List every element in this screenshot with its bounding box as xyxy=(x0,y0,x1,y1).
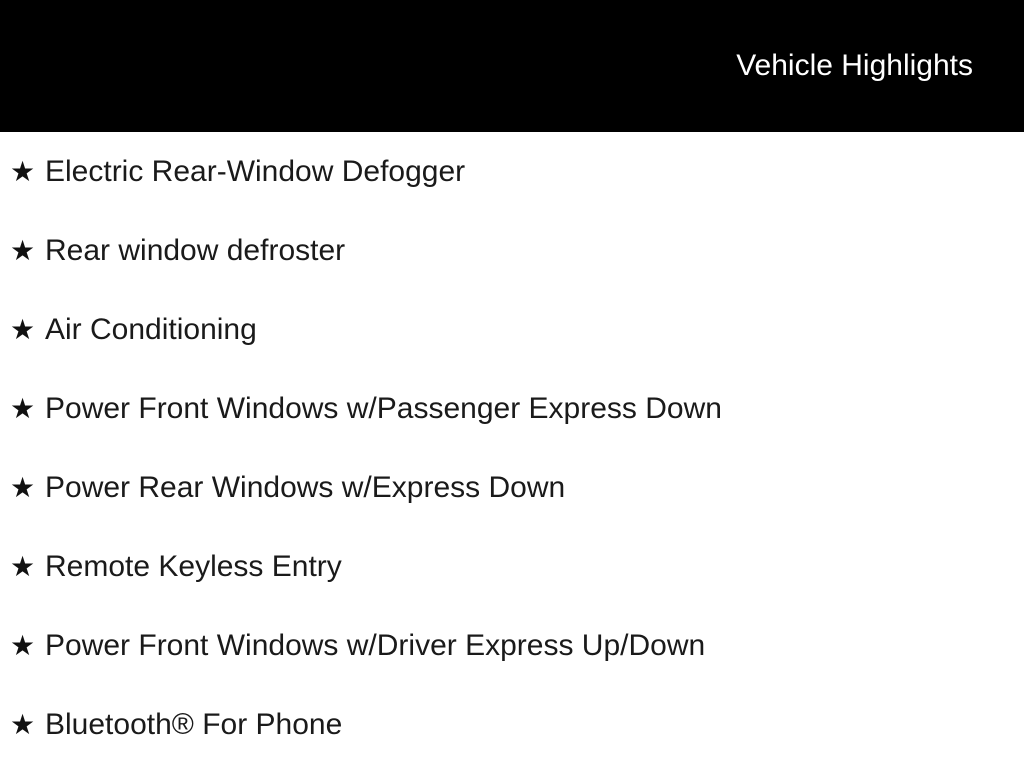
header-bar xyxy=(0,0,1024,132)
list-item-label: Bluetooth® For Phone xyxy=(45,708,343,741)
list-item xyxy=(10,527,1024,606)
list-item xyxy=(10,211,1024,290)
highlights-list xyxy=(0,132,1024,764)
list-item xyxy=(10,290,1024,369)
star-icon: ★ xyxy=(10,392,36,425)
list-item xyxy=(10,369,1024,448)
star-icon: ★ xyxy=(10,234,36,267)
list-item-label: Rear window defroster xyxy=(45,234,346,267)
list-item xyxy=(10,685,1024,764)
list-item xyxy=(10,606,1024,685)
star-icon: ★ xyxy=(10,471,36,504)
list-item-label: Electric Rear-Window Defogger xyxy=(45,155,466,188)
star-icon: ★ xyxy=(10,550,36,583)
star-icon: ★ xyxy=(10,629,36,662)
list-item xyxy=(10,448,1024,527)
star-icon: ★ xyxy=(10,708,36,741)
list-item-label: Remote Keyless Entry xyxy=(45,550,342,583)
page-title: Vehicle Highlights xyxy=(736,49,973,82)
list-item-label: Power Front Windows w/Passenger Express Down xyxy=(45,392,722,425)
star-icon: ★ xyxy=(10,313,36,346)
list-item-label: Power Front Windows w/Driver Express Up/Down xyxy=(45,629,706,662)
list-item-label: Power Rear Windows w/Express Down xyxy=(45,471,566,504)
list-item xyxy=(10,132,1024,211)
star-icon: ★ xyxy=(10,155,36,188)
list-item-label: Air Conditioning xyxy=(45,313,257,346)
